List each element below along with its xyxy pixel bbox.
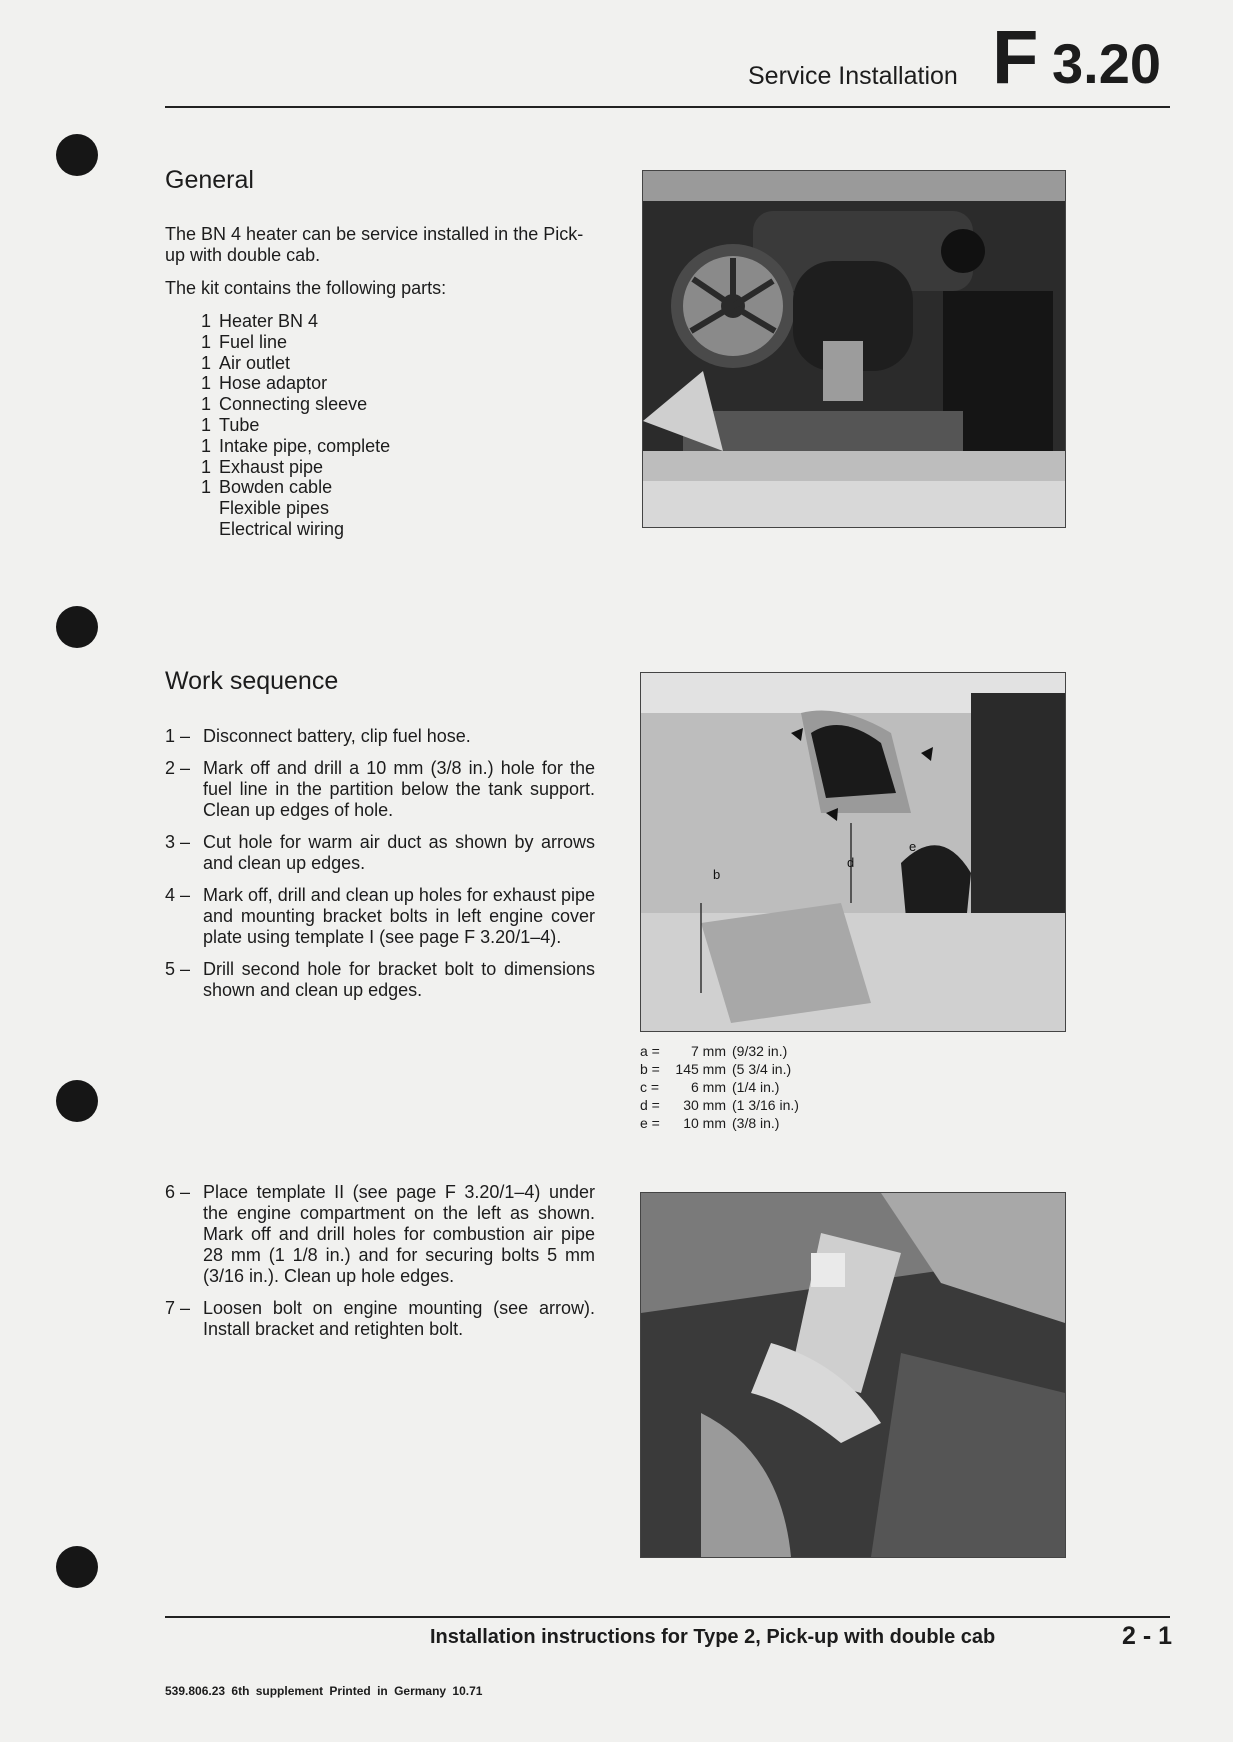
dimension-mm: 7 mm <box>691 1043 726 1059</box>
part-qty: 1 <box>201 435 212 456</box>
engine-mounting-photo-image <box>641 1193 1065 1557</box>
part-qty: 1 <box>201 394 212 415</box>
heater-photo <box>642 170 1066 528</box>
part-qty <box>201 519 219 540</box>
footer-title: Installation instructions for Type 2, Pick-up with double cab <box>430 1626 996 1648</box>
part-qty: 1 <box>201 331 212 352</box>
dimensions-list <box>640 1042 900 1132</box>
part-name: Air outlet <box>219 352 291 373</box>
part-item <box>201 477 561 498</box>
parts-list <box>201 311 561 540</box>
work-step <box>165 758 595 821</box>
dimension-inch: (3/8 in.) <box>732 1115 780 1131</box>
dimension-row <box>640 1096 900 1114</box>
part-qty <box>201 498 219 519</box>
dimension-key: b = <box>640 1061 660 1077</box>
dimension-inch: (9/32 in.) <box>732 1043 788 1059</box>
step-text: Drill second hole for bracket bolt to dimensions shown and clean up edges. <box>203 959 595 1000</box>
part-name: Flexible pipes <box>219 498 330 519</box>
part-item <box>201 394 561 415</box>
binder-hole <box>56 1080 98 1122</box>
binder-hole <box>56 134 98 176</box>
step-number: 1 – <box>165 726 191 746</box>
binder-hole <box>56 606 98 648</box>
svg-text:d: d <box>847 855 855 870</box>
work-step <box>165 959 595 1001</box>
part-name: Connecting sleeve <box>219 394 368 415</box>
dimension-row <box>640 1078 900 1096</box>
dimension-mm: 10 mm <box>683 1115 726 1131</box>
part-name: Intake pipe, complete <box>219 435 391 456</box>
header-title: Service Installation <box>748 62 958 90</box>
part-qty: 1 <box>201 311 212 331</box>
footer-rule <box>165 1616 1170 1618</box>
part-qty: 1 <box>201 414 212 435</box>
part-qty: 1 <box>201 352 212 373</box>
section-letter: F <box>992 15 1039 100</box>
step-text: Cut hole for warm air duct as shown by arrows and clean up edges. <box>203 832 595 873</box>
print-info: 539.806.23 6th supplement Printed in Germany 10.71 <box>165 1684 483 1698</box>
part-name: Tube <box>219 414 260 435</box>
dimension-row <box>640 1060 900 1078</box>
work-step <box>165 726 595 747</box>
part-item <box>201 498 561 519</box>
work-step <box>165 832 595 874</box>
step-text: Mark off and drill a 10 mm (3/8 in.) hole for the fuel line in the partition below the tank support. Clean up edges of hole. <box>203 758 595 820</box>
dimension-row <box>640 1042 900 1060</box>
step-text: Disconnect battery, clip fuel hose. <box>203 726 471 746</box>
part-name: Exhaust pipe <box>219 456 324 477</box>
part-item <box>201 436 561 457</box>
part-item <box>201 519 561 540</box>
dimension-inch: (1/4 in.) <box>732 1079 780 1095</box>
dimension-key: e = <box>640 1115 660 1131</box>
part-item <box>201 332 561 353</box>
dimension-inch: (1 3/16 in.) <box>732 1097 799 1113</box>
work-sequence-heading: Work sequence <box>165 667 339 695</box>
part-name: Heater BN 4 <box>219 311 319 331</box>
partition-photo-image <box>641 673 1065 1031</box>
binder-hole <box>56 1546 98 1588</box>
general-intro: The BN 4 heater can be service installed in the Pick-up with double cab. <box>165 224 584 265</box>
engine-mounting-photo <box>640 1192 1066 1558</box>
dimension-mm: 30 mm <box>683 1097 726 1113</box>
part-item <box>201 353 561 374</box>
part-item <box>201 373 561 394</box>
dimension-key: d = <box>640 1097 660 1113</box>
page-number: 2 - 1 <box>1122 1622 1173 1650</box>
work-step <box>165 885 595 948</box>
step-number: 6 – <box>165 1182 191 1202</box>
part-name: Hose adaptor <box>219 373 328 394</box>
part-item <box>201 415 561 436</box>
part-name: Fuel line <box>219 331 288 352</box>
step-number: 3 – <box>165 832 191 852</box>
kit-intro: The kit contains the following parts: <box>165 278 447 298</box>
part-name: Bowden cable <box>219 477 333 498</box>
dimension-inch: (5 3/4 in.) <box>732 1061 792 1077</box>
work-steps-list <box>165 726 595 1012</box>
step-text: Mark off, drill and clean up holes for exhaust pipe and mounting bracket bolts in left engine cover plate using template I (see page F 3.20/1–4). <box>203 885 595 947</box>
dimension-mm: 6 mm <box>691 1079 726 1095</box>
dimension-mm: 145 mm <box>675 1061 726 1077</box>
svg-text:b: b <box>713 867 721 882</box>
section-number: 3.20 <box>1052 32 1161 95</box>
step-number: 2 – <box>165 758 191 778</box>
step-number: 7 – <box>165 1298 191 1318</box>
part-qty: 1 <box>201 456 212 477</box>
heater-photo-image <box>643 171 1065 527</box>
dimension-row <box>640 1114 900 1132</box>
work-step <box>165 1182 595 1287</box>
step-text: Place template II (see page F 3.20/1–4) under the engine compartment on the left as shown. Mark off and drill holes for combustion air pipe 28 mm (1 1/8 in.) and for securing bolts 5 mm (3/16 in.). Clean up hole edges. <box>203 1182 595 1286</box>
dimension-key: a = <box>640 1043 660 1059</box>
svg-text:e: e <box>909 839 917 854</box>
partition-photo <box>640 672 1066 1032</box>
part-name: Electrical wiring <box>219 518 345 539</box>
header-rule <box>165 106 1170 108</box>
step-text: Loosen bolt on engine mounting (see arrow). Install bracket and retighten bolt. <box>203 1298 595 1339</box>
step-number: 5 – <box>165 959 191 979</box>
dimension-key: c = <box>640 1079 660 1095</box>
part-item <box>201 311 561 332</box>
part-qty: 1 <box>201 373 212 394</box>
step-number: 4 – <box>165 885 191 905</box>
part-item <box>201 457 561 478</box>
work-steps-list-2 <box>165 1182 595 1351</box>
general-heading: General <box>165 166 254 194</box>
work-step <box>165 1298 595 1340</box>
part-qty: 1 <box>201 477 212 498</box>
